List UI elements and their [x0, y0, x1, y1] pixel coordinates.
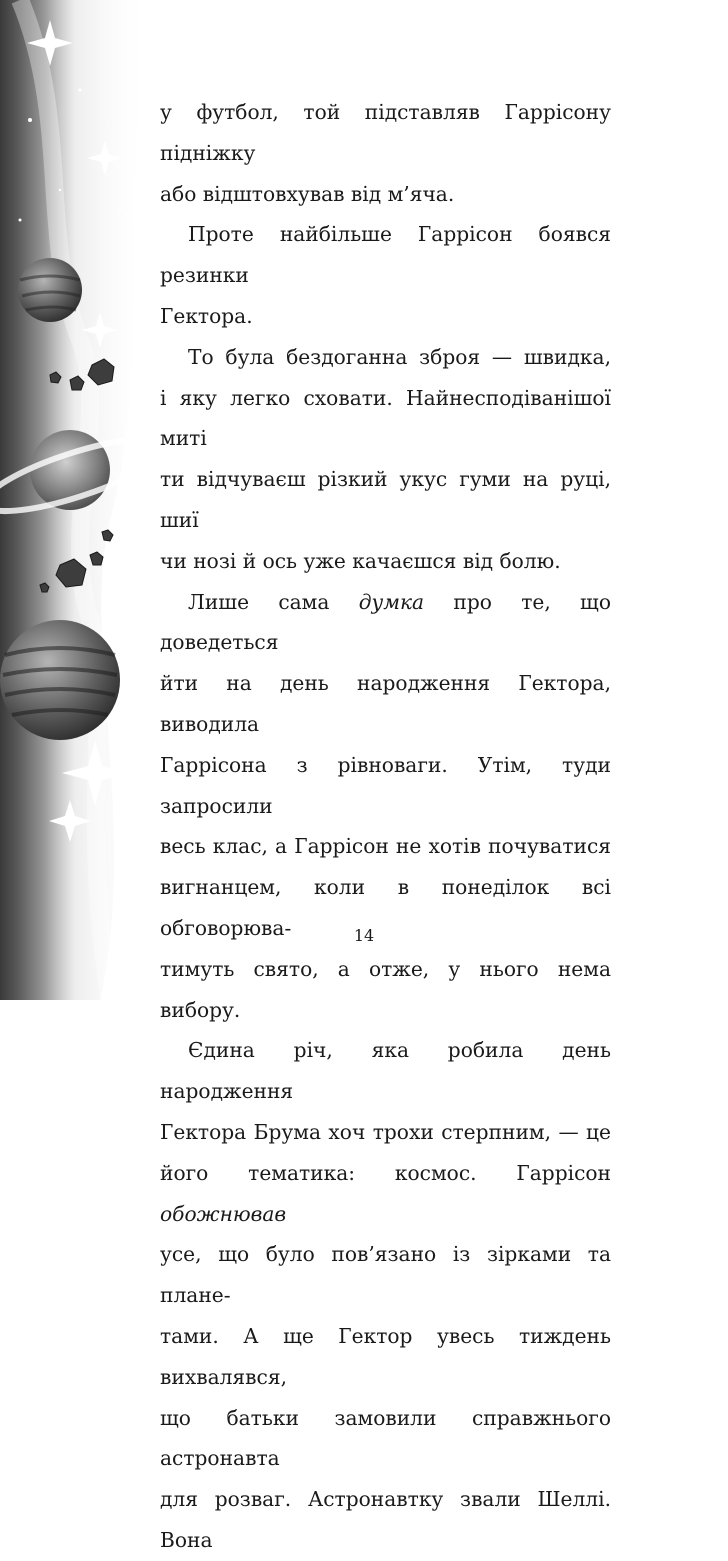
text-line: весь клас, а Гаррісон не хотів почуватися [160, 834, 611, 859]
text-segment: його тематика: космос. Гаррісон [160, 1160, 611, 1185]
text-line: Гаррісона з рівноваги. Утім, туди запросили [160, 752, 611, 818]
text-line: Гектора. [160, 303, 253, 328]
text-line: усе, що було пов’язано із зірками та плане- [160, 1242, 611, 1308]
text-line: вигнанцем, коли в понеділок всі обговорюва- [160, 875, 611, 940]
text-line: тимуть свято, а отже, у нього нема вибору. [160, 956, 611, 1022]
text-line: То була бездоганна зброя — швидка, [188, 344, 611, 369]
text-line: ти відчуваєш різкий укус гуми на руці, шиї [160, 467, 611, 532]
text-segment: про те, що доведеться [160, 589, 611, 655]
emphasis-text: обожнював [160, 1201, 287, 1226]
text-line: Проте найбільше Гаррісон боявся резинки [160, 222, 611, 288]
text-line: чи нозі й ось уже качаєшся від болю. [160, 548, 561, 573]
emphasis-text: думка [358, 589, 425, 614]
text-line: тами. А ще Гектор увесь тиждень вихвалявся, [160, 1323, 611, 1389]
text-line: Єдина річ, яка робила день народження [160, 1038, 611, 1104]
text-line: у футбол, той підставляв Гаррісону підніжку [160, 100, 611, 165]
text-line: Гектора Брума хоч трохи стерпним, — це [160, 1119, 611, 1144]
page-number: 14 [353, 926, 375, 945]
text-line [160, 1153, 611, 1235]
text-line: і яку легко сховати. Найнесподіванішої миті [160, 385, 611, 451]
text-line: що батьки замовили справжнього астронавта [160, 1405, 611, 1471]
book-text [160, 92, 611, 1561]
text-segment: Лише сама [188, 589, 359, 614]
text-line [160, 582, 611, 664]
text-line: для розваг. Астронавтку звали Шеллі. Вона [160, 1487, 611, 1552]
text-line: або відштовхував від м’яча. [160, 181, 455, 206]
text-line: йти на день народження Гектора, виводила [160, 671, 611, 736]
